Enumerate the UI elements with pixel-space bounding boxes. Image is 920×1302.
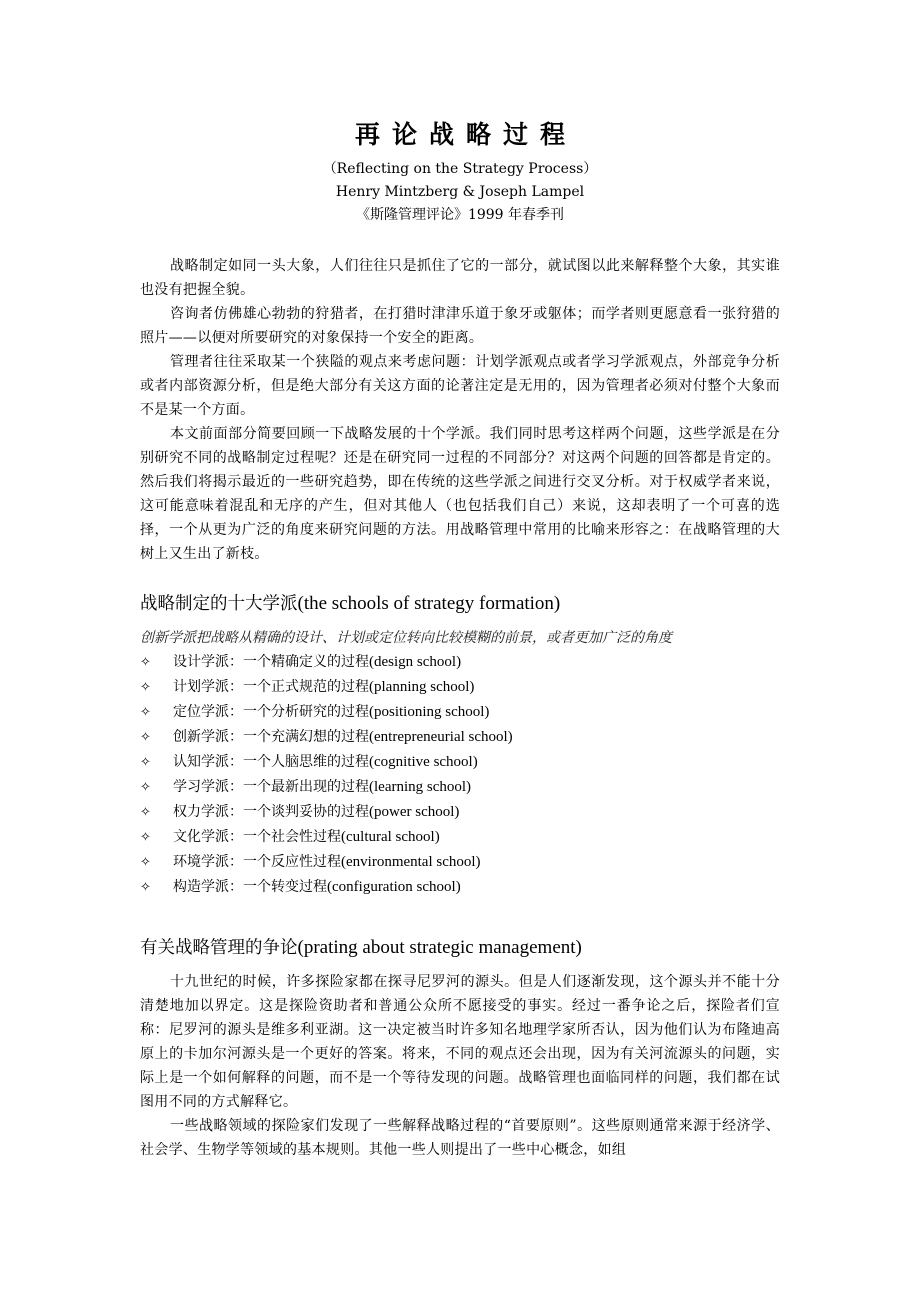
schools-italic-note: 创新学派把战略从精确的设计、计划或定位转向比较模糊的前景，或者更加广泛的角度 bbox=[140, 630, 672, 646]
diamond-bullet-icon: ✧ bbox=[140, 655, 151, 670]
list-item bbox=[140, 800, 780, 825]
school-name-en: (planning school) bbox=[369, 679, 475, 695]
diamond-bullet-icon: ✧ bbox=[140, 855, 151, 870]
list-item bbox=[140, 750, 780, 775]
section-heading-debate bbox=[140, 934, 780, 962]
school-name: 设计学派：一个精确定义的过程 bbox=[173, 654, 369, 670]
school-name-en: (positioning school) bbox=[369, 704, 490, 720]
list-item bbox=[140, 775, 780, 800]
school-name: 构造学派：一个转变过程 bbox=[173, 879, 327, 895]
section-heading-schools-en: (the schools of strategy formation) bbox=[297, 593, 561, 614]
school-name: 计划学派：一个正式规范的过程 bbox=[173, 679, 369, 695]
intro-paragraph-1: 战略制定如同一头大象，人们往往只是抓住了它的一部分，就试图以此来解释整个大象，其实谁也没有把握全貌。 bbox=[140, 258, 780, 298]
school-name-en: (cultural school) bbox=[341, 829, 440, 845]
section-heading-schools bbox=[140, 590, 780, 618]
list-item bbox=[140, 875, 780, 900]
section-heading-schools-cn: 战略制定的十大学派 bbox=[140, 594, 298, 614]
diamond-bullet-icon: ✧ bbox=[140, 755, 151, 770]
diamond-bullet-icon: ✧ bbox=[140, 805, 151, 820]
section-heading-debate-cn: 有关战略管理的争论 bbox=[140, 938, 298, 958]
authors: Henry Mintzberg & Joseph Lampel bbox=[335, 184, 585, 200]
school-name-en: (learning school) bbox=[369, 779, 472, 795]
intro-paragraph-2: 咨询者仿佛雄心勃勃的狩猎者，在打猎时津津乐道于象牙或躯体；而学者则更愿意看一张狩猎的照片——以便对所要研究的对象保持一个安全的距离。 bbox=[140, 306, 780, 346]
school-name-en: (design school) bbox=[369, 654, 462, 670]
document-title: 再论战略过程 bbox=[354, 120, 577, 149]
schools-list bbox=[140, 650, 780, 900]
debate-paragraph-1: 十九世纪的时候，许多探险家都在探寻尼罗河的源头。但是人们逐渐发现，这个源头并不能十分清楚地加以界定。这是探险资助者和普通公众所不愿接受的事实。经过一番争论之后，探险者们宣称：尼罗河的源头是维多利亚湖。这一决定被当时许多知名地理学家所否认，因为他们认为布隆迪高原上的卡加尔河源头是一个更好的答案。将来，不同的观点还会出现，因为有关河流源头的问题，实际上是一个如何解释的问题，而不是一个等待发现的问题。战略管理也面临同样的问题，我们都在试图用不同的方式解释它。 bbox=[140, 974, 780, 1110]
school-name-en: (configuration school) bbox=[327, 879, 461, 895]
school-name: 权力学派：一个谈判妥协的过程 bbox=[173, 804, 369, 820]
school-name: 认知学派：一个人脑思维的过程 bbox=[173, 754, 369, 770]
list-item bbox=[140, 700, 780, 725]
intro-paragraph-3: 管理者往往采取某一个狭隘的观点来考虑问题：计划学派观点或者学习学派观点，外部竞争分析或者内部资源分析，但是绝大部分有关这方面的论著注定是无用的，因为管理者必须对付整个大象而不是某一个方面。 bbox=[140, 354, 780, 418]
diamond-bullet-icon: ✧ bbox=[140, 880, 151, 895]
intro-paragraph-4: 本文前面部分简要回顾一下战略发展的十个学派。我们同时思考这样两个问题，这些学派是在分别研究不同的战略制定过程呢？还是在研究同一过程的不同部分？对这两个问题的回答都是肯定的。然后我们将揭示最近的一些研究趋势，即在传统的这些学派之间进行交叉分析。对于权威学者来说，这可能意味着混乱和无序的产生，但对其他人（也包括我们自己）来说，这却表明了一个可喜的选择，一个从更为广泛的角度来研究问题的方法。用战略管理中常用的比喻来形容之：在战略管理的大树上又生出了新枝。 bbox=[140, 426, 780, 562]
diamond-bullet-icon: ✧ bbox=[140, 705, 151, 720]
publication-source: 《斯隆管理评论》1999 年春季刊 bbox=[355, 207, 565, 223]
section-heading-debate-en: (prating about strategic management) bbox=[297, 937, 582, 958]
debate-section bbox=[140, 970, 780, 1162]
school-name: 学习学派：一个最新出现的过程 bbox=[173, 779, 369, 795]
document-content bbox=[140, 114, 780, 1162]
school-name: 环境学派：一个反应性过程 bbox=[173, 854, 341, 870]
school-name: 定位学派：一个分析研究的过程 bbox=[173, 704, 369, 720]
list-item bbox=[140, 825, 780, 850]
list-item bbox=[140, 675, 780, 700]
intro-section bbox=[140, 254, 780, 566]
diamond-bullet-icon: ✧ bbox=[140, 730, 151, 745]
school-name-en: (cognitive school) bbox=[369, 754, 478, 770]
school-name: 文化学派：一个社会性过程 bbox=[173, 829, 341, 845]
diamond-bullet-icon: ✧ bbox=[140, 680, 151, 695]
school-name-en: (environmental school) bbox=[341, 854, 481, 870]
list-item bbox=[140, 725, 780, 750]
school-name-en: (entrepreneurial school) bbox=[369, 729, 513, 745]
diamond-bullet-icon: ✧ bbox=[140, 830, 151, 845]
debate-paragraph-2: 一些战略领域的探险家们发现了一些解释战略过程的“首要原则”。这些原则通常来源于经济学、社会学、生物学等领域的基本规则。其他一些人则提出了一些中心概念，如组 bbox=[140, 1118, 780, 1158]
school-name: 创新学派：一个充满幻想的过程 bbox=[173, 729, 369, 745]
list-item bbox=[140, 650, 780, 675]
diamond-bullet-icon: ✧ bbox=[140, 780, 151, 795]
document-meta bbox=[140, 158, 780, 227]
school-name-en: (power school) bbox=[369, 804, 460, 820]
english-subtitle: （Reflecting on the Strategy Process） bbox=[322, 161, 598, 177]
list-item bbox=[140, 850, 780, 875]
